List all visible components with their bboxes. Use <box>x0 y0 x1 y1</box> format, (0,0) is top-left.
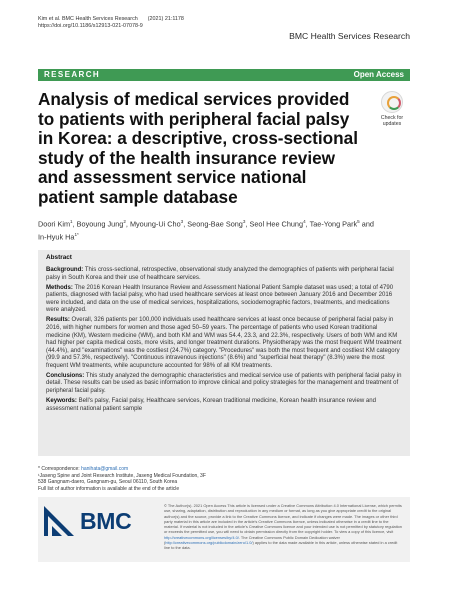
author-affil: 1 <box>70 219 73 224</box>
license-text <box>164 503 404 550</box>
open-access-label: Open Access <box>353 70 404 79</box>
citation-line <box>38 16 184 23</box>
keywords-text: Bell's palsy, Facial palsy, Healthcare services, Korean traditional medicine, Korean health insurance review and assessment national patient sample <box>46 398 376 412</box>
methods-label: Methods: <box>46 284 73 291</box>
check-for-updates-icon <box>381 91 403 113</box>
abstract-methods <box>46 285 402 315</box>
correspondence-note <box>38 466 228 493</box>
author-name[interactable]: Doori Kim <box>38 219 71 229</box>
year-ref: (2021) 21:1178 <box>147 16 184 22</box>
license-link[interactable]: http://creativecommons.org/licenses/by/4.0/ <box>164 534 239 540</box>
correspondence-email[interactable]: hanihata@gmail.com <box>81 466 129 472</box>
author-name[interactable]: Tae-Yong Park <box>309 219 358 229</box>
correspondence-label: * Correspondence: <box>38 466 82 472</box>
methods-text: The 2016 Korean Health Insurance Review and Assessment National Patient Sample dataset was used; a total of 4790 patients, diagnosed with facial palsy, who had used healthcare services at least once between January 2016 and December 2016 were included, and data on the use of medical services, hospitalizations, sociodemographic factors, treatments, and medications were analyzed. <box>46 284 394 314</box>
author-info-note: Full list of author information is available at the end of the article <box>38 486 180 493</box>
author-affil: 3 <box>180 219 184 224</box>
bmc-logo-icon <box>44 506 74 536</box>
abstract-keywords <box>46 398 402 413</box>
author-name[interactable]: Seong-Bae Song <box>187 219 243 229</box>
citation: Kim et al. BMC Health Services Research <box>38 16 138 22</box>
abstract-box <box>38 250 410 456</box>
results-text: Overall, 326 patients per 100,000 individuals used healthcare services at least once because of peripheral facial palsy in 2016, with higher numbers for women and those aged 50–59 years. The percentage of patients who used Korean traditional medicine (KM), Western medicine (WM), and both KM and WM was 54.4, 23.3, and 22.3%, respectively. Users of both WM and KM had higher per capita medical costs, more visits, and longer treatment durations. Physiotherapy was the most frequent WM treatment (44.4%), and "examinations" was the costliest (24.7%) category. "Procedures" was both the most frequent and costliest KM category (99.9 and 57.3%, respectively). "Continuous intravenous injections" (8.6%) and "superficial heat therapy" (8.3%) were the most frequent WM treatments, while acupuncture accounted for 98% of all KM treatments. <box>46 317 402 369</box>
abstract-background <box>46 267 402 282</box>
article-type: RESEARCH <box>44 70 101 79</box>
conclusions-label: Conclusions: <box>46 372 85 379</box>
bmc-logo[interactable] <box>44 506 140 536</box>
article-type-banner <box>38 69 410 81</box>
article-title: Analysis of medical services provided to patients with peripheral facial palsy in Korea: a descriptive, cross-sectional study of the health insurance review and assessment service national patient sample database <box>38 89 358 207</box>
check-for-updates-line1: Check for <box>380 115 404 121</box>
author-affil: 3 <box>242 219 246 224</box>
affiliation-line: 538 Gangnam-daero, Gangnam-gu, Seoul 06110, South Korea <box>38 479 178 486</box>
author-separator: , <box>72 219 77 229</box>
keywords-label: Keywords: <box>46 398 77 405</box>
doi-link[interactable]: https://doi.org/10.1186/s12913-021-07078-9 <box>38 23 143 29</box>
author-name[interactable]: Seol Hee Chung <box>249 219 304 229</box>
check-for-updates[interactable] <box>374 91 410 127</box>
background-text: This cross-sectional, retrospective, observational study analyzed the demographics of patients with peripheral facial palsy in South Korea and their use of healthcare services. <box>46 267 394 281</box>
author-separator: , <box>125 219 130 229</box>
results-label: Results: <box>46 317 70 324</box>
license-end: ) applies to the data made available in this article, unless otherwise stated in a credit line to the data. <box>164 539 398 550</box>
abstract-heading: Abstract <box>46 254 72 261</box>
author-affil: 4 <box>303 219 306 224</box>
author-list <box>38 216 378 243</box>
check-for-updates-line2: updates <box>382 121 402 127</box>
author-affil: 5 <box>357 219 360 224</box>
conclusions-text: This study analyzed the demographic characteristics and medical service use of patients with peripheral facial palsy in detail. These results can be used as basic information to improve clinical and policy strategies for the management and treatment of peripheral facial palsy. <box>46 372 402 394</box>
license-body: © The Author(s). 2021 Open Access This article is licensed under a Creative Commons Attribution 4.0 International License, which permits use, sharing, adaptation, distribution and reproduction in any medium or format, as long as you give appropriate credit to the original author(s) and the source, provide a link to the Creative Commons licence, and indicate if changes were made. The images or other third party material in this article are included in the article's Creative Commons licence, unless indicated otherwise in a credit line to the material. If material is not included in the article's Creative Commons licence and your intended use is not permitted by statutory regulation or exceeds the permitted use, you will need to obtain permission directly from the copyright holder. To view a copy of this licence, visit <box>164 503 402 535</box>
correspondence-line <box>38 466 228 473</box>
author-affil: 1* <box>74 232 79 238</box>
affiliation-line: ¹Jaseng Spine and Joint Research Institute, Jaseng Medical Foundation, 3F <box>38 472 206 479</box>
abstract-results <box>46 317 402 370</box>
author-conjunction: and <box>359 219 374 229</box>
abstract-conclusions <box>46 373 402 396</box>
journal-name: BMC Health Services Research <box>289 31 410 41</box>
publicdomain-link[interactable]: http://creativecommons.org/publicdomain/zero/1.0/ <box>165 539 253 545</box>
author-name[interactable]: Myoung-Ui Cho <box>129 219 181 229</box>
author-name[interactable]: Boyoung Jung <box>76 219 124 229</box>
author-separator: , <box>183 219 188 229</box>
author-affil: 2 <box>123 219 126 224</box>
bmc-logo-text: BMC <box>80 508 132 534</box>
author-separator: , <box>305 219 310 229</box>
background-label: Background: <box>46 267 84 273</box>
author-name[interactable]: In-Hyuk Ha <box>38 232 75 242</box>
running-header <box>38 16 184 30</box>
author-separator: , <box>245 219 250 229</box>
license-footer <box>38 497 410 562</box>
license-mid: . The Creative Commons Public Domain Dedication waiver ( <box>164 534 340 545</box>
